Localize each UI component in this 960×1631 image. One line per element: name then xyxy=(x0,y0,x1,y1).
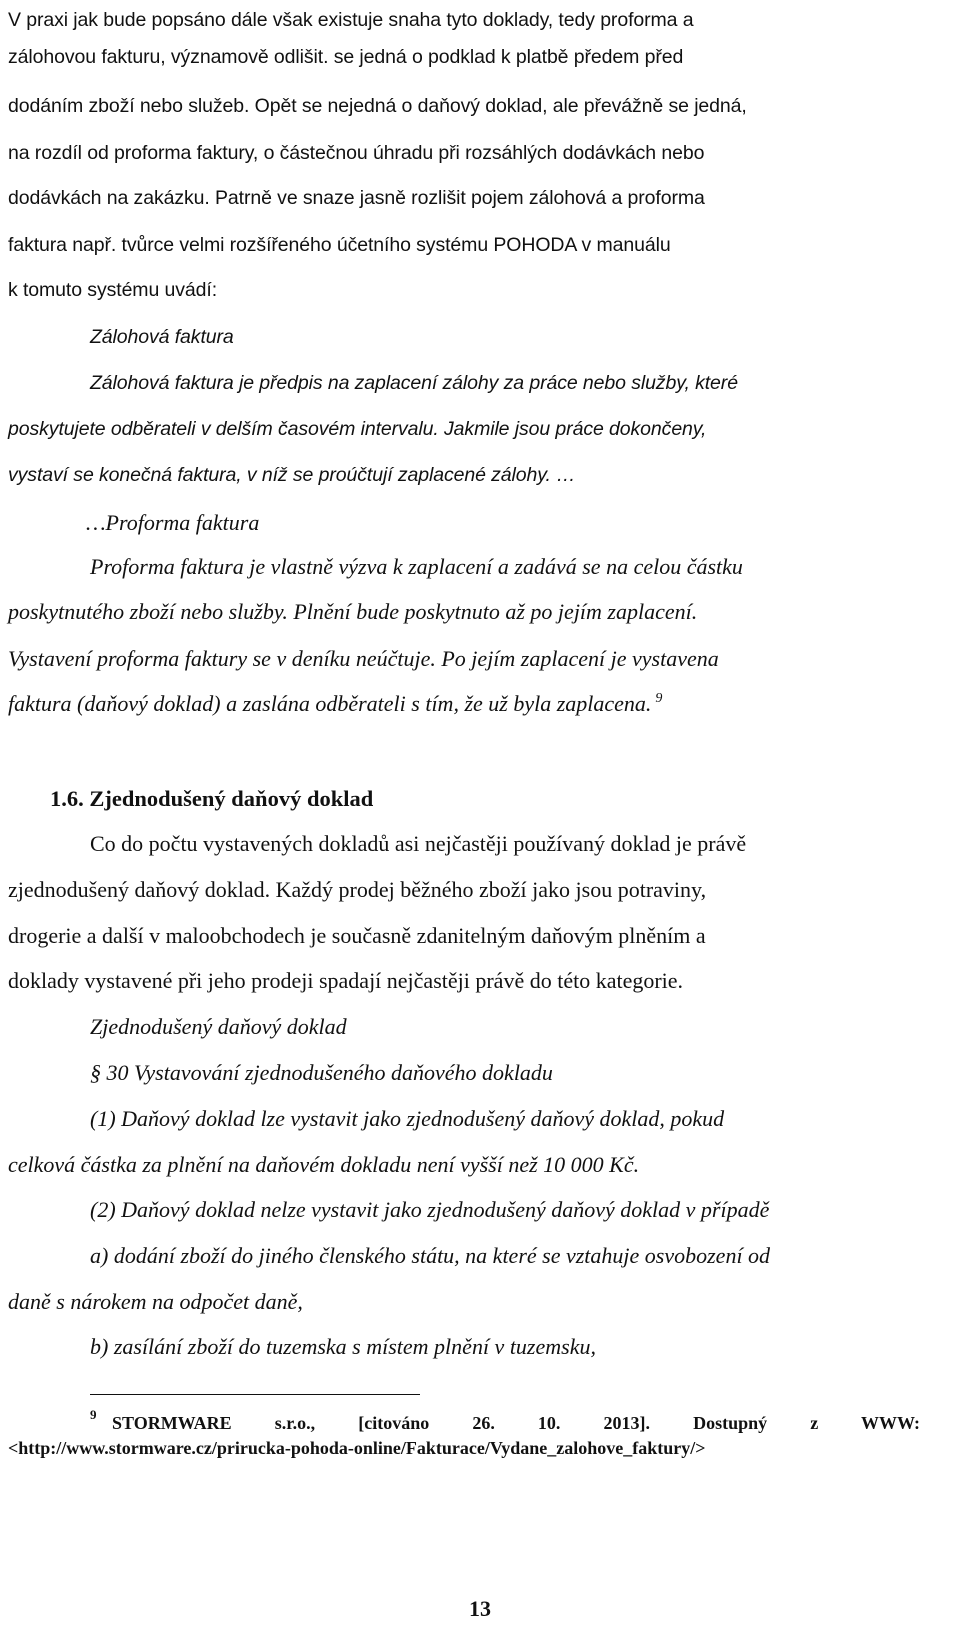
paragraph-line: dodáním zboží nebo služeb. Opět se nejedná o daňový doklad, ale převážně se jedná, xyxy=(8,95,747,117)
page-number: 13 xyxy=(469,1596,491,1621)
law-paragraph-title: § 30 Vystavování zjednodušeného daňového dokladu xyxy=(90,1060,553,1085)
footnote-separator xyxy=(90,1394,420,1395)
quote-heading: Zálohová faktura xyxy=(90,326,234,348)
paragraph-line: zjednodušený daňový doklad. Každý prodej běžného zboží jako jsou potraviny, xyxy=(8,877,707,902)
paragraph-line: doklady vystavené při jeho prodeji spadají nejčastěji právě do této kategorie. xyxy=(8,968,684,993)
quote-heading: Zjednodušený daňový doklad xyxy=(90,1014,347,1039)
quote-line: (2) Daňový doklad nelze vystavit jako zjednodušený daňový doklad v případě xyxy=(90,1197,770,1222)
quote-line: Zálohová faktura je předpis na zaplacení zálohy za práce nebo služby, které xyxy=(90,372,738,394)
quote-line: daně s nárokem na odpočet daně, xyxy=(8,1289,303,1314)
quote-line: Proforma faktura je vlastně výzva k zaplacení a zadává se na celou částku xyxy=(90,554,743,579)
footnote-url: <http://www.stormware.cz/prirucka-pohoda-online/Fakturace/Vydane_zalohove_faktury/> xyxy=(8,1438,706,1458)
quote-text: faktura (daňový doklad) a zaslána odběrateli s tím, že už byla zaplacena. xyxy=(8,691,652,716)
quote-line-last xyxy=(8,690,662,722)
footnote-text: STORMWARE s.r.o., [citováno 26. 10. 2013]. Dostupný z WWW: xyxy=(112,1413,920,1433)
paragraph-line: faktura např. tvůrce velmi rozšířeného účetního systému POHODA v manuálu xyxy=(8,234,671,256)
footnote-reference: 9 xyxy=(655,691,663,706)
paragraph-line: V praxi jak bude popsáno dále však existuje snaha tyto doklady, tedy proforma a xyxy=(8,9,694,31)
quote-line: poskytnutého zboží nebo služby. Plnění bude poskytnuto až po jejím zaplacení. xyxy=(8,599,698,624)
quote-line: celková částka za plnění na daňovém dokladu není vyšší než 10 000 Kč. xyxy=(8,1152,640,1177)
paragraph-line: zálohovou fakturu, významově odlišit. se jedná o podklad k platbě předem před xyxy=(8,46,684,68)
quote-line: Vystavení proforma faktury se v deníku neúčtuje. Po jejím zaplacení je vystavena xyxy=(8,646,719,671)
quote-line: (1) Daňový doklad lze vystavit jako zjednodušený daňový doklad, pokud xyxy=(90,1106,725,1131)
paragraph-line: drogerie a další v maloobchodech je současně zdanitelným daňovým plněním a xyxy=(8,923,706,948)
quote-line: vystaví se konečná faktura, v níž se proúčtují zaplacené zálohy. … xyxy=(8,464,576,486)
quote-heading: …Proforma faktura xyxy=(86,510,260,535)
paragraph-line: Co do počtu vystavených dokladů asi nejčastěji používaný doklad je právě xyxy=(90,831,747,856)
quote-line: a) dodání zboží do jiného členského státu, na které se vztahuje osvobození od xyxy=(90,1243,771,1268)
paragraph-line: k tomuto systému uvádí: xyxy=(8,279,218,301)
paragraph-line: na rozdíl od proforma faktury, o částečnou úhradu při rozsáhlých dodávkách nebo xyxy=(8,142,705,164)
quote-line: b) zasílání zboží do tuzemska s místem plnění v tuzemsku, xyxy=(90,1334,596,1359)
paragraph-line: dodávkách na zakázku. Patrně ve snaze jasně rozlišit pojem zálohová a proforma xyxy=(8,187,705,209)
section-heading: 1.6. Zjednodušený daňový doklad xyxy=(50,786,374,811)
quote-line: poskytujete odběrateli v delším časovém intervalu. Jakmile jsou práce dokončeny, xyxy=(8,418,707,440)
footnote-number: 9 xyxy=(90,1407,97,1422)
